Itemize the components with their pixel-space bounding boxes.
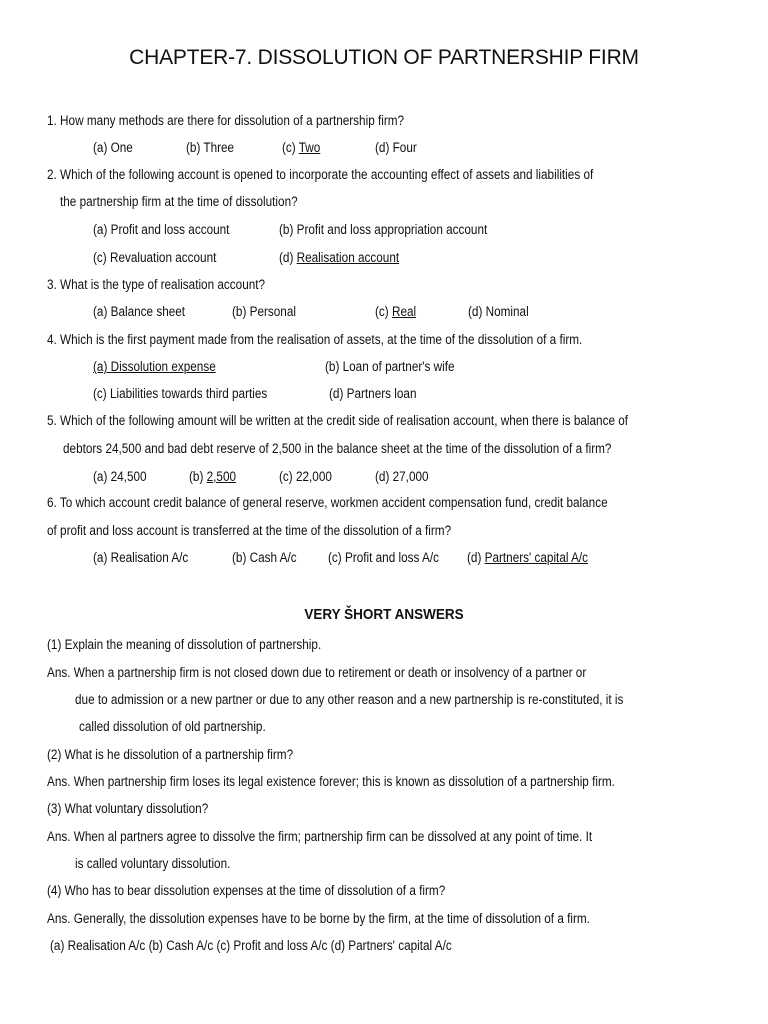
option: (b) Personal [232,304,296,319]
option-answer [375,303,416,321]
question-4: 4. Which is the first payment made from the realisation of assets, at the time of the dissolution of a firm. [47,332,583,347]
question-2: 2. Which of the following account is opened to incorporate the accounting effect of assets and liabilities of [47,167,594,182]
question-5: 5. Which of the following amount will be written at the credit side of realisation account, when there is balance of [47,413,629,428]
option-answer [189,468,236,486]
answer: Ans. When partnership firm loses its legal existence forever; this is known as dissolution of a partnership firm. [47,774,615,789]
option-answer [467,549,588,567]
option-label: (c) [375,304,392,319]
option: (c) 22,000 [279,469,332,484]
answer: Ans. When a partnership firm is not closed down due to retirement or death or insolvency of a partner or [47,665,587,680]
option: (c) Liabilities towards third parties [93,386,268,401]
option-label: (b) [189,469,207,484]
question-1: 1. How many methods are there for dissolution of a partnership firm? [47,113,405,128]
option-answer [279,249,399,267]
correct-answer: Partners' capital A/c [484,550,589,565]
short-question: (3) What voluntary dissolution? [47,801,209,816]
option-answer [282,139,320,157]
question-6-cont: of profit and loss account is transferred at the time of the dissolution of a firm? [47,523,452,538]
section-heading: VERY ŠHORT ANSWERS [304,606,464,623]
short-question: (4) Who has to bear dissolution expenses at the time of dissolution of a firm? [47,883,446,898]
option-label: (d) [279,250,297,265]
option-label: (d) [467,550,485,565]
correct-answer: Real [391,304,417,319]
option: (b) Profit and loss appropriation account [279,222,488,237]
short-question: (2) What is he dissolution of a partnership firm? [47,747,294,762]
option: (c) Profit and loss A/c [328,550,439,565]
question-5-cont: debtors 24,500 and bad debt reserve of 2,500 in the balance sheet at the time of the dissolution of a firm? [63,441,612,456]
option: (c) Revaluation account [93,250,217,265]
options-line: (a) Realisation A/c (b) Cash A/c (c) Profit and loss A/c (d) Partners' capital A/c [50,938,452,953]
option: (b) Cash A/c [232,550,297,565]
page-title: CHAPTER-7. DISSOLUTION OF PARTNERSHIP FIRM [129,46,639,69]
option: (d) Four [375,140,417,155]
answer-cont: is called voluntary dissolution. [75,856,231,871]
option-label: (c) [282,140,299,155]
correct-answer: 2,500 [206,469,237,484]
correct-answer: (a) Dissolution expense [93,359,216,374]
option: (d) 27,000 [375,469,429,484]
question-3: 3. What is the type of realisation account? [47,277,266,292]
answer-cont: due to admission or a new partner or due to any other reason and a new partnership is re-constituted, it is [75,692,624,707]
option: (d) Nominal [468,304,529,319]
option: (b) Loan of partner's wife [325,359,455,374]
answer: Ans. When al partners agree to dissolve the firm; partnership firm can be dissolved at any point of time. It [47,829,593,844]
option: (b) Three [186,140,235,155]
option: (a) 24,500 [93,469,147,484]
short-question: (1) Explain the meaning of dissolution of partnership. [47,637,322,652]
question-6: 6. To which account credit balance of general reserve, workmen accident compensation fund, credit balance [47,495,608,510]
option: (d) Partners loan [329,386,417,401]
correct-answer: Two [298,140,321,155]
option: (a) Balance sheet [93,304,186,319]
option: (a) One [93,140,133,155]
question-2-cont: the partnership firm at the time of dissolution? [60,194,298,209]
option: (a) Realisation A/c [93,550,189,565]
answer: Ans. Generally, the dissolution expenses have to be borne by the firm, at the time of dissolution of a firm. [47,911,590,926]
correct-answer: Realisation account [296,250,400,265]
option: (a) Profit and loss account [93,222,230,237]
answer-cont: called dissolution of old partnership. [79,719,266,734]
